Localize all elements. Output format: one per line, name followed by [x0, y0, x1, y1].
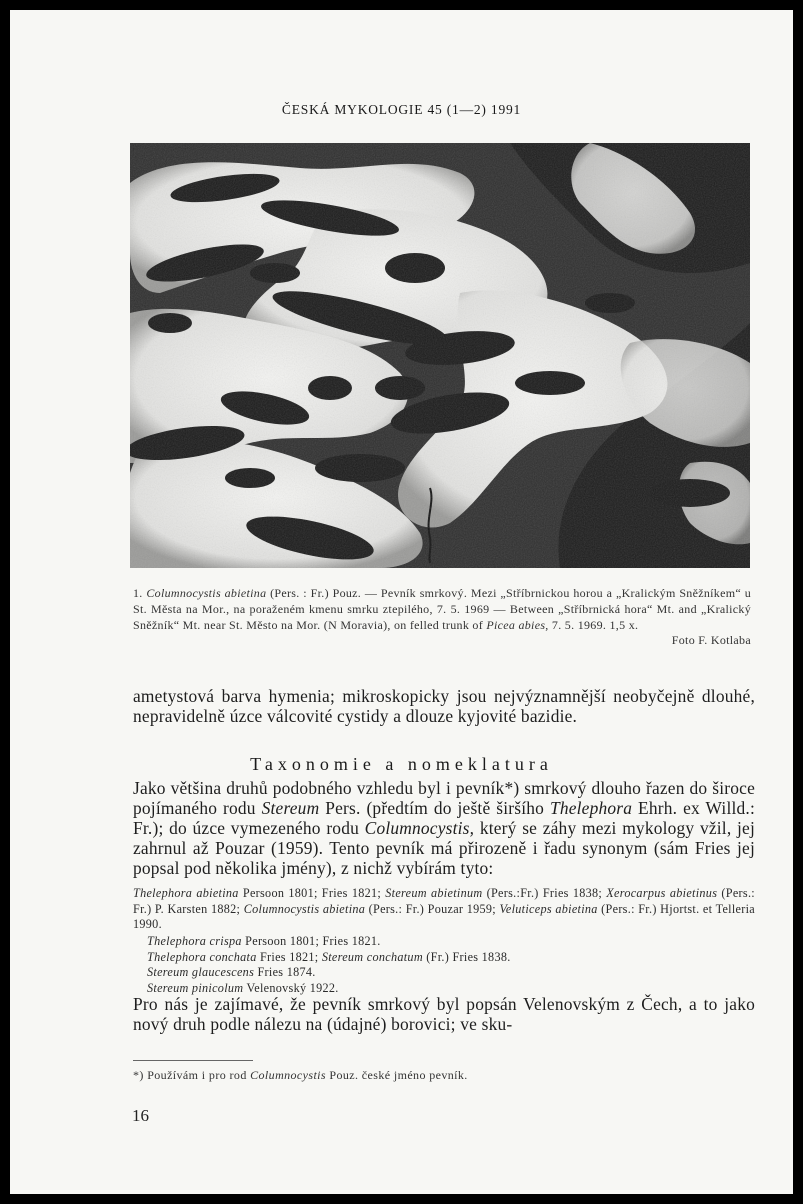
synonym-line: Stereum glaucescens Fries 1874.	[147, 965, 316, 980]
footnote: *) Používám i pro rod Columnocystis Pouz. české jméno pevník.	[133, 1068, 468, 1082]
paragraph-taxonomy: Jako většina druhů podobného vzhledu byl i pevník*) smrkový dlouho řazen do široce pojímaného rodu Stereum Pers. (předtím do ještě širšího Thelephora Ehrh. ex Willd.: Fr.); do úzce vymezeného rodu Columnocystis, který se záhy mezi mykology vžil, jej zahrnul až Pouzar (1959). Tento pevník má přirozeně i řadu synonym (sám Fries jej popsal pod několika jmény), z nichž vybírám tyto:	[133, 778, 756, 878]
photo-credit: Foto F. Kotlaba	[671, 633, 751, 648]
synonym-entry: Thelephora abietina Persoon 1801; Fries 1821; Stereum abietinum (Pers.:Fr.) Fries 1838; Xerocarpus abietinus (Pers.: Fr.) P. Karsten 1882; Columnocystis abietina (Pers.: Fr.) Pouzar 1959; Veluticeps abietina (Pers.: Fr.) Hjortst. et Telleria 1990.	[133, 886, 756, 932]
synonym-line: Thelephora conchata Fries 1821; Stereum conchatum (Fr.) Fries 1838.	[147, 949, 511, 964]
synonym-line: Stereum pinicolum Velenovský 1922.	[147, 980, 339, 995]
running-header: ČESKÁ MYKOLOGIE 45 (1—2) 1991	[281, 102, 522, 117]
figure-caption	[133, 586, 751, 649]
fungus-photograph	[130, 143, 750, 568]
footnote-rule	[133, 1060, 253, 1061]
synonym-line: Thelephora crispa Persoon 1801; Fries 1821.	[147, 934, 381, 948]
paragraph-hymenium: ametystová barva hymenia; mikroskopicky jsou nejvýznamnější neobyčejně dlouhé, nepravidelně úzce válcovité cystidy a dlouze kyjovité bazidie.	[133, 686, 755, 726]
synonym-list	[133, 934, 755, 996]
photo-illustration	[130, 143, 750, 568]
journal-page	[10, 10, 793, 1194]
section-heading: Taxonomie a nomeklatura	[250, 754, 553, 774]
page-number: 16	[132, 1106, 149, 1125]
paragraph-velenovsky: Pro nás je zajímavé, že pevník smrkový byl popsán Velenovským z Čech, a to jako nový druh podle nálezu na (údajné) borovici; ve sku-	[133, 994, 755, 1034]
caption-text: 1. Columnocystis abietina (Pers. : Fr.) Pouz. — Pevník smrkový. Mezi „Stříbrnickou horou a „Kralickým Sněžníkem“ u St. Města na Mor., na poraženém kmenu smrku ztepilého, 7. 5. 1969 — Between „Stříbrnická hora“ Mt. and „Kralický Sněžník“ Mt. near St. Město na Mor. (N Moravia), on felled trunk of Picea abies, 7. 5. 1969. 1,5 x.	[133, 586, 752, 632]
